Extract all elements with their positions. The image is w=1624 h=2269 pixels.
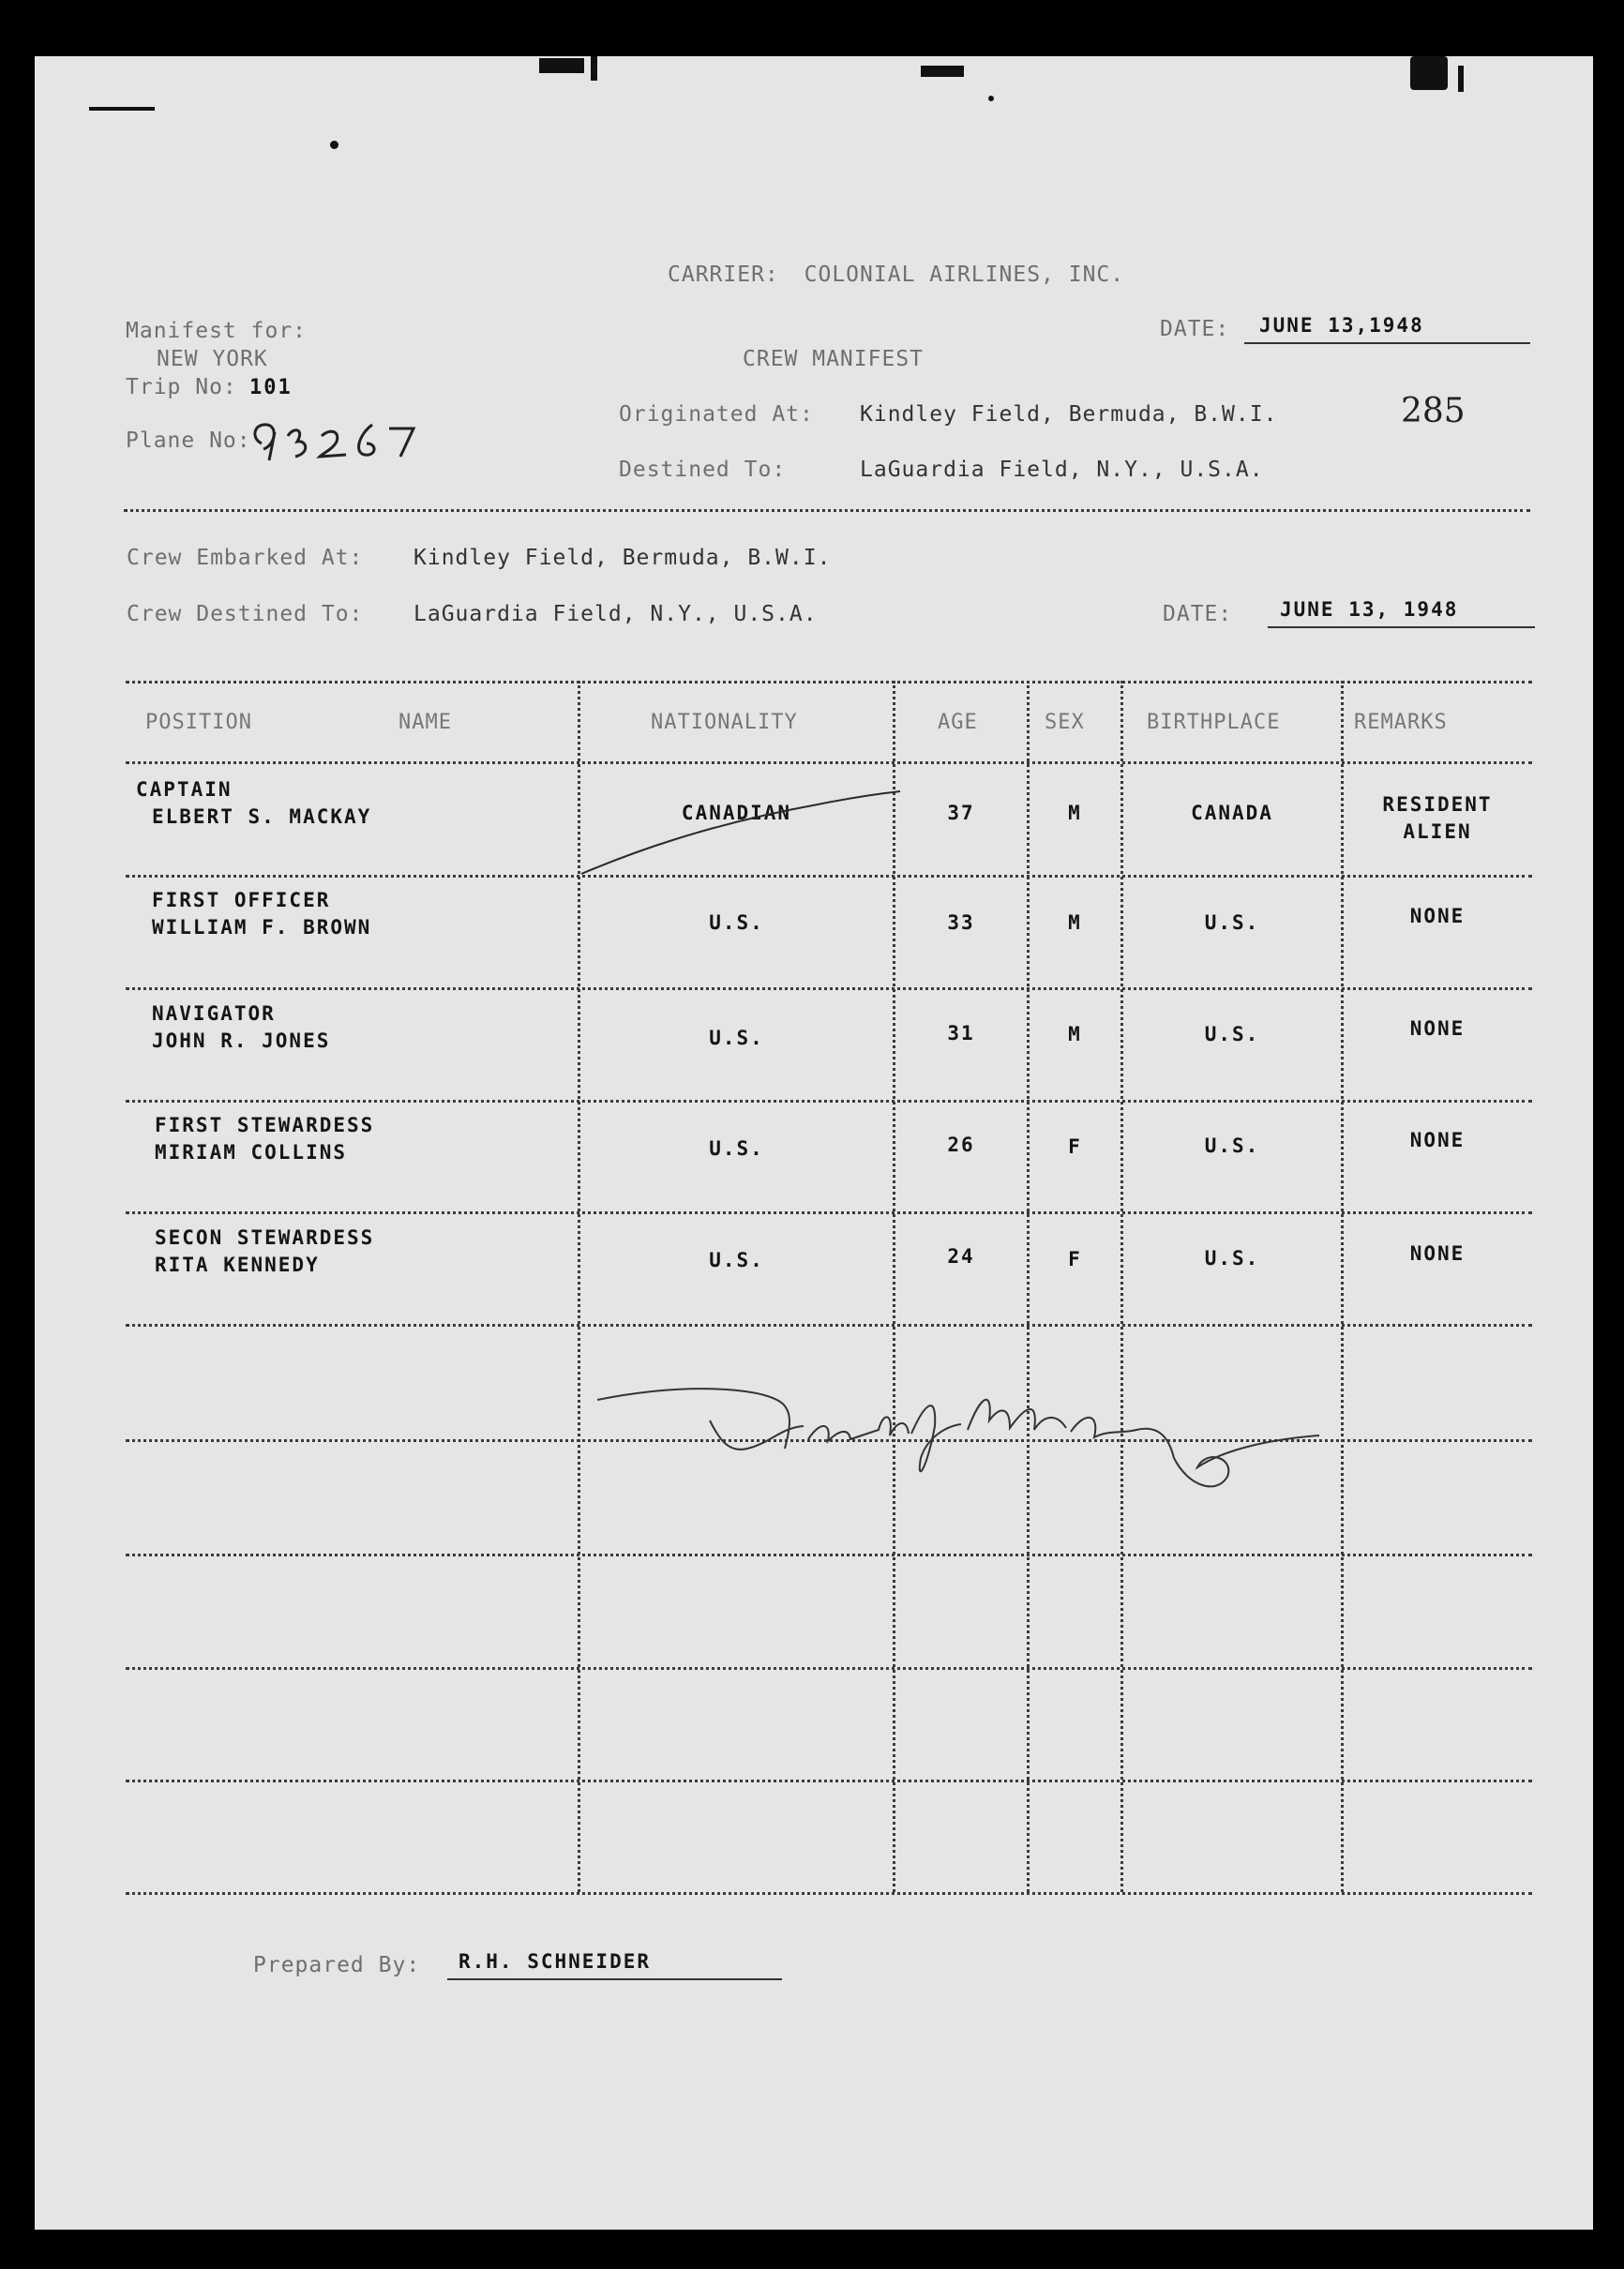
plane-number-handwriting: [248, 415, 474, 468]
row-remarks: NONE: [1409, 1129, 1466, 1151]
date-top-label: DATE:: [1160, 317, 1230, 341]
crew-embarked-value: Kindley Field, Bermuda, B.W.I.: [414, 546, 832, 570]
crew-embarked-label: Crew Embarked At:: [127, 546, 364, 570]
row-divider: [126, 1324, 1532, 1327]
row-age: 24: [947, 1245, 975, 1268]
date-top-underline: [1244, 342, 1530, 344]
row-position: SECON STEWARDESS: [155, 1226, 375, 1249]
column-divider: [1027, 681, 1030, 1892]
plane-label: Plane No:: [126, 428, 251, 453]
row-name: WILLIAM F. BROWN: [152, 916, 372, 939]
scan-blot: [591, 56, 597, 81]
row-position: CAPTAIN: [136, 778, 233, 801]
carrier-line: [668, 263, 1124, 287]
scan-blot: [921, 66, 964, 77]
row-divider: [126, 1211, 1532, 1214]
scan-blot: [1410, 56, 1448, 90]
row-birthplace: U.S.: [1204, 1134, 1260, 1157]
row-remarks: RESIDENT: [1382, 793, 1493, 816]
row-divider: [126, 1780, 1532, 1782]
scan-blot: [89, 107, 155, 111]
row-nationality: U.S.: [709, 1027, 764, 1049]
check-mark-icon: [574, 769, 911, 881]
scan-blot: [539, 58, 584, 73]
header-position: POSITION: [145, 711, 252, 734]
prepared-by-name: R.H. SCHNEIDER: [459, 1950, 652, 1973]
row-nationality: U.S.: [709, 911, 764, 934]
row-name: MIRIAM COLLINS: [155, 1141, 348, 1164]
row-birthplace: CANADA: [1191, 802, 1273, 824]
row-birthplace: U.S.: [1204, 911, 1260, 934]
date-second-value: JUNE 13, 1948: [1280, 598, 1459, 621]
trip-number: 101: [249, 376, 293, 399]
scan-blot: [988, 96, 994, 101]
header-nationality: NATIONALITY: [651, 711, 798, 734]
row-remarks: NONE: [1409, 905, 1466, 927]
row-sex: M: [1068, 802, 1082, 824]
row-divider: [126, 1554, 1532, 1556]
row-nationality: CANADIAN: [681, 802, 792, 824]
destined-label: Destined To:: [619, 458, 787, 482]
row-divider: [126, 1667, 1532, 1670]
crew-destined-label: Crew Destined To:: [127, 602, 364, 626]
header-remarks: REMARKS: [1354, 711, 1448, 734]
scan-blot: [330, 141, 338, 149]
row-age: 31: [947, 1022, 975, 1044]
manifest-for-label: Manifest for:: [126, 319, 308, 343]
column-divider: [1341, 681, 1344, 1892]
row-age: 37: [947, 802, 975, 824]
manifest-for-value: NEW YORK: [157, 347, 268, 371]
row-remarks: NONE: [1409, 1242, 1466, 1265]
row-nationality: U.S.: [709, 1137, 764, 1160]
row-birthplace: U.S.: [1204, 1023, 1260, 1045]
row-position: NAVIGATOR: [152, 1002, 276, 1025]
row-sex: M: [1068, 1023, 1082, 1045]
row-birthplace: U.S.: [1204, 1247, 1260, 1270]
column-divider: [1120, 681, 1123, 1892]
date-top-value: JUNE 13,1948: [1259, 314, 1424, 337]
row-nationality: U.S.: [709, 1249, 764, 1271]
row-name: JOHN R. JONES: [152, 1029, 331, 1052]
table-header-border: [126, 761, 1532, 764]
originated-value: Kindley Field, Bermuda, B.W.I.: [860, 402, 1278, 427]
carrier-name: COLONIAL AIRLINES, INC.: [804, 263, 1125, 287]
row-position: FIRST OFFICER: [152, 889, 331, 911]
manifest-page: [35, 56, 1593, 2230]
header-name: NAME: [398, 711, 452, 734]
scan-blot: [1458, 66, 1464, 92]
table-top-border: [126, 681, 1532, 684]
header-birthplace: BIRTHPLACE: [1147, 711, 1281, 734]
row-name: ELBERT S. MACKAY: [152, 805, 372, 828]
form-title: CREW MANIFEST: [743, 347, 925, 371]
prepared-by-label: Prepared By:: [253, 1953, 421, 1977]
row-position: FIRST STEWARDESS: [155, 1114, 375, 1136]
row-remarks-line2: ALIEN: [1403, 820, 1472, 843]
row-sex: F: [1068, 1135, 1082, 1158]
row-name: RITA KENNEDY: [155, 1254, 320, 1276]
row-divider: [126, 1100, 1532, 1103]
destined-value: LaGuardia Field, N.Y., U.S.A.: [860, 458, 1264, 482]
section-divider: [124, 509, 1530, 512]
page-number: 285: [1401, 392, 1466, 430]
originated-label: Originated At:: [619, 402, 814, 427]
header-age: AGE: [938, 711, 978, 734]
prepared-by-underline: [447, 1978, 782, 1980]
row-age: 33: [947, 911, 975, 934]
table-bottom-border: [126, 1892, 1532, 1895]
row-sex: F: [1068, 1248, 1082, 1270]
header-sex: SEX: [1045, 711, 1085, 734]
date-second-underline: [1268, 626, 1535, 628]
signature-handwriting: [597, 1345, 1329, 1524]
trip-label: Trip No:: [126, 375, 237, 399]
row-age: 26: [947, 1134, 975, 1156]
row-sex: M: [1068, 911, 1082, 934]
row-divider: [126, 987, 1532, 990]
row-remarks: NONE: [1409, 1017, 1466, 1040]
carrier-label: CARRIER:: [668, 263, 779, 287]
crew-destined-value: LaGuardia Field, N.Y., U.S.A.: [414, 602, 818, 626]
date-second-label: DATE:: [1163, 602, 1233, 626]
